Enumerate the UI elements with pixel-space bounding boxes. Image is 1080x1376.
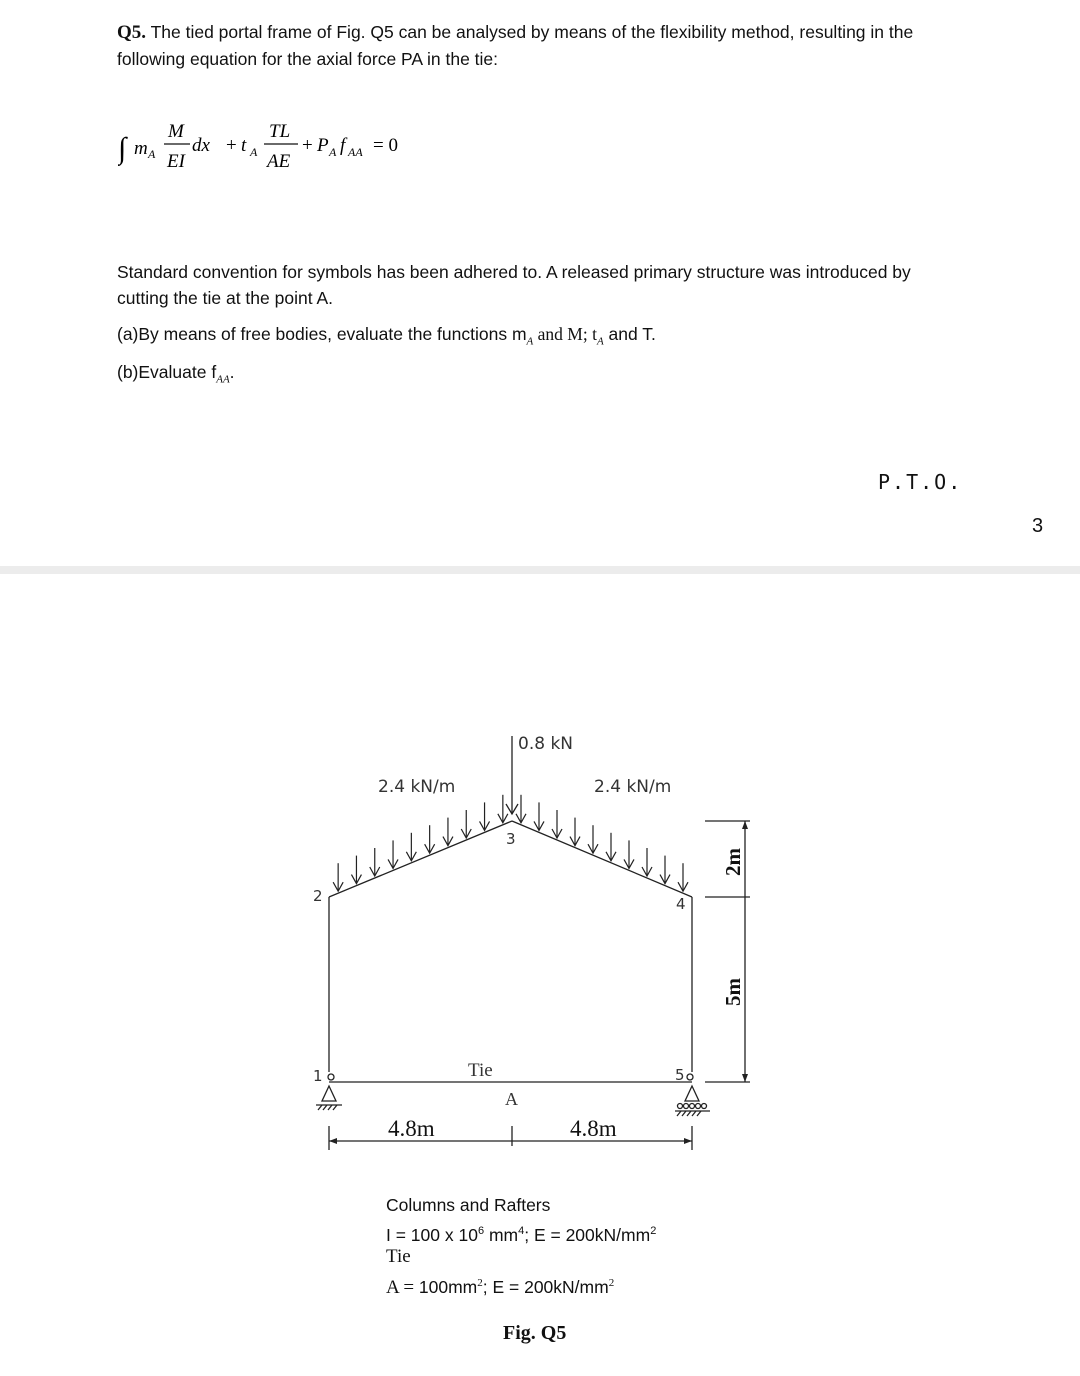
columns-i-exp: 6 — [477, 1225, 485, 1237]
node-5-label: 5 — [675, 1066, 685, 1084]
columns-i-text: I = 100 x 10 — [386, 1224, 478, 1245]
tie-label: Tie — [468, 1060, 493, 1081]
part-a-text: (a)By means of free bodies, evaluate the functions m — [117, 324, 527, 344]
page-number: 3 — [1032, 515, 1044, 537]
convention-text: Standard convention for symbols has been adhered to. A released primary structure was introduced by cutting the tie at the point A. — [117, 262, 911, 308]
node-4-label: 4 — [676, 895, 686, 913]
portal-frame-figure — [0, 574, 1080, 1376]
part-a-sub-m: A — [526, 335, 534, 348]
eq-TL: TL — [269, 121, 291, 142]
eq-f-sub: AA — [348, 145, 363, 159]
eq-P-sub: A — [329, 145, 337, 159]
pin-support-left — [322, 1086, 336, 1101]
hinge-node-5 — [687, 1074, 693, 1080]
tie-a-value: 100mm — [418, 1276, 478, 1297]
part-a-text-3: and T. — [603, 324, 656, 344]
udl-arrows-left — [333, 795, 508, 891]
hinge-node-1 — [328, 1074, 334, 1080]
tie-e-exp: 2 — [608, 1277, 615, 1289]
part-a — [117, 321, 917, 355]
eq-m: m — [134, 138, 148, 159]
load-right-label: 2.4 kN/m — [594, 777, 672, 797]
point-load-label: 0.8 kN — [518, 734, 574, 754]
columns-e-text: ; E = 200kN/mm — [524, 1224, 651, 1245]
tie-e-text: ; E = 200kN/mm — [482, 1276, 609, 1297]
eq-equals-zero: = 0 — [373, 135, 398, 156]
part-b-sub: AA — [216, 373, 230, 386]
udl-arrows-right — [516, 795, 688, 891]
height-column-label: 5m — [721, 978, 745, 1006]
height-rafter-label: 2m — [721, 848, 745, 876]
node-2-label: 2 — [313, 887, 323, 905]
eq-t-sub: A — [250, 145, 258, 159]
tie-a-text: A = — [386, 1276, 419, 1298]
span-right-label: 4.8m — [570, 1116, 617, 1141]
tie-a-exp: 2 — [477, 1277, 483, 1289]
load-left-label: 2.4 kN/m — [378, 777, 456, 797]
eq-plus-2: + — [302, 135, 313, 156]
question-intro-text: The tied portal frame of Fig. Q5 can be analysed by means of the flexibility method, resulting in the following equation for the axial force PA in the tie: — [117, 22, 914, 69]
eq-P: P — [317, 135, 329, 156]
eq-AE: AE — [267, 151, 291, 172]
question-intro — [117, 19, 977, 72]
node-1-label: 1 — [313, 1067, 323, 1085]
node-3-label: 3 — [506, 830, 516, 848]
eq-t: t — [241, 135, 247, 156]
eq-dx: dx — [192, 135, 210, 156]
pto-note: P.T.O. — [878, 470, 963, 494]
exam-page-top — [0, 0, 1080, 566]
columns-properties — [386, 1218, 656, 1248]
tie-heading: Tie — [386, 1246, 411, 1267]
exam-page-figure — [0, 574, 1080, 1376]
columns-i-unit-exp: 4 — [518, 1225, 525, 1237]
part-b-text: (b)Evaluate f — [117, 362, 217, 382]
columns-e-exp: 2 — [650, 1225, 657, 1237]
columns-heading: Columns and Rafters — [386, 1195, 551, 1215]
roller-support-right — [685, 1086, 699, 1101]
span-left-label: 4.8m — [388, 1116, 435, 1141]
part-a-sub-t: A — [596, 335, 604, 348]
eq-integral: ∫ — [118, 132, 127, 165]
eq-m-sub: A — [148, 147, 156, 161]
part-b-period: . — [229, 362, 235, 382]
part-b — [117, 359, 617, 393]
part-a-text-2: and M; t — [533, 324, 597, 344]
columns-i-unit: mm — [484, 1224, 519, 1245]
eq-plus-1: + — [226, 135, 237, 156]
question-number: Q5. — [117, 22, 147, 43]
page-divider — [0, 566, 1080, 574]
eq-M: M — [168, 121, 184, 142]
figure-caption: Fig. Q5 — [503, 1322, 567, 1344]
eq-f: f — [340, 135, 346, 156]
eq-EI: EI — [167, 151, 185, 172]
cut-point-label: A — [505, 1089, 518, 1109]
tie-properties — [386, 1270, 614, 1301]
flexibility-equation — [118, 118, 438, 178]
